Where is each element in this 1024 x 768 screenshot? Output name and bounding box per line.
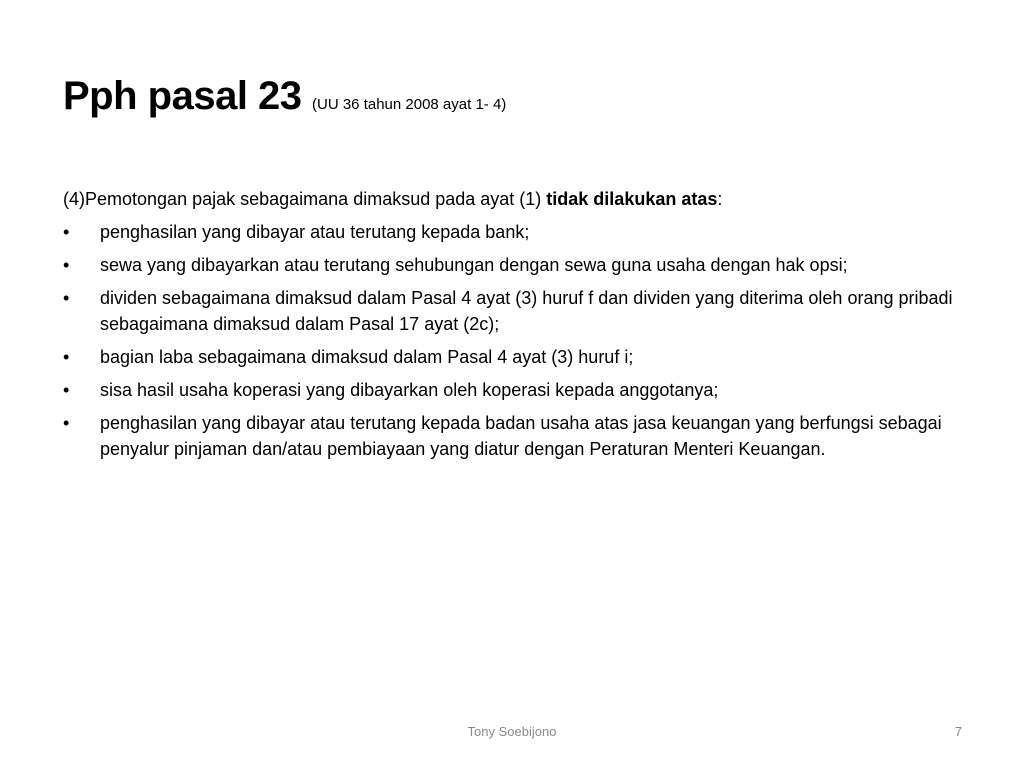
list-item [63, 219, 963, 245]
intro-suffix: : [717, 189, 723, 209]
page-number: 7 [954, 724, 962, 739]
list-item-text: bagian laba sebagaimana dimaksud dalam Pasal 4 ayat (3) huruf i; [100, 347, 634, 367]
bullet-icon: • [63, 288, 70, 308]
list-item-text: penghasilan yang dibayar atau terutang kepada badan usaha atas jasa keuangan yang berfungsi sebagai penyalur pinjaman dan/atau pembiayaan yang diatur dengan Peraturan Menteri Keuangan. [100, 413, 942, 459]
intro-bold: tidak dilakukan atas [546, 189, 718, 209]
slide-title [63, 74, 963, 119]
slide-body [63, 186, 963, 469]
bullet-icon: • [63, 222, 70, 242]
intro-prefix: (4)Pemotongan pajak sebagaimana dimaksud pada ayat (1) [63, 189, 547, 209]
list-item [63, 410, 963, 462]
list-item-text: dividen sebagaimana dimaksud dalam Pasal 4 ayat (3) huruf f dan dividen yang diterima oleh orang pribadi sebagaimana dimaksud dalam Pasal 17 ayat (2c); [100, 288, 953, 334]
bullet-list [63, 219, 963, 462]
title-main: Pph pasal 23 [63, 74, 302, 118]
list-item [63, 344, 963, 370]
bullet-icon: • [63, 413, 70, 433]
footer-author: Tony Soebijono [467, 724, 557, 739]
list-item-text: sisa hasil usaha koperasi yang dibayarkan oleh koperasi kepada anggotanya; [100, 380, 719, 400]
bullet-icon: • [63, 380, 70, 400]
title-reference: (UU 36 tahun 2008 ayat 1- 4) [312, 96, 507, 113]
list-item [63, 285, 963, 337]
bullet-icon: • [63, 255, 70, 275]
bullet-icon: • [63, 347, 70, 367]
list-item-text: penghasilan yang dibayar atau terutang kepada bank; [100, 222, 530, 242]
intro-paragraph [63, 186, 963, 212]
list-item-text: sewa yang dibayarkan atau terutang sehubungan dengan sewa guna usaha dengan hak opsi; [100, 255, 848, 275]
list-item [63, 377, 963, 403]
list-item [63, 252, 963, 278]
